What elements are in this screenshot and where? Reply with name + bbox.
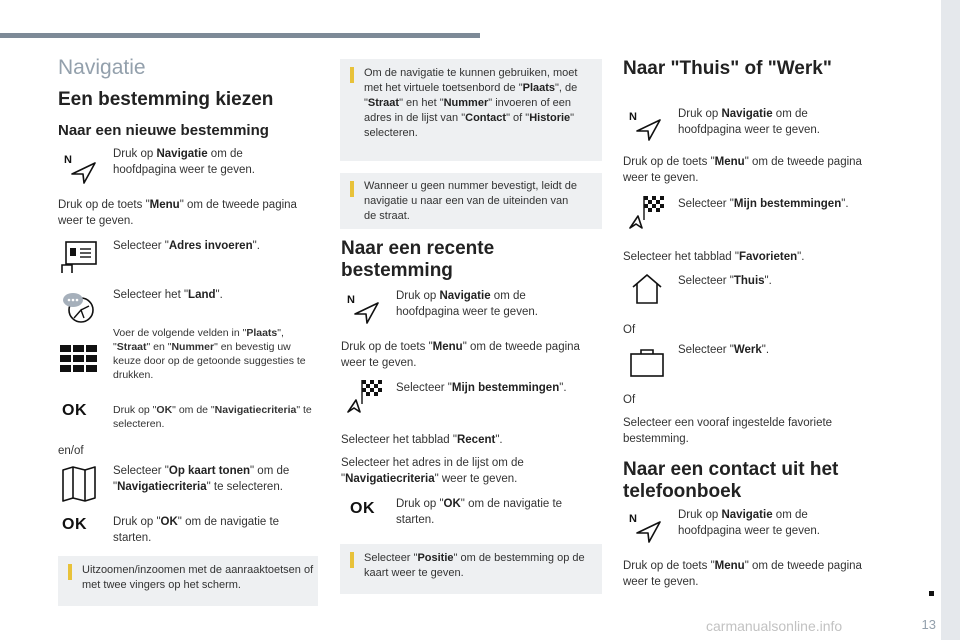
- of-label: Of: [623, 394, 636, 406]
- heading-thuis-werk: Naar "Thuis" of "Werk": [623, 58, 832, 79]
- step-op-kaart-tonen: Selecteer "Op kaart tonen" om de "Navigatiecriteria" te selecteren.: [113, 465, 290, 493]
- ok-icon: OK: [62, 402, 87, 419]
- step-druk-navigatie: Druk op Navigatie om de hoofdpagina weer te geven.: [678, 509, 820, 537]
- work-briefcase-icon: [627, 346, 667, 380]
- step-tabblad-recent: Selecteer het tabblad "Recent".: [341, 434, 503, 446]
- note-marker: [350, 552, 354, 568]
- note-zoom: [58, 556, 318, 606]
- of-label: Of: [623, 324, 636, 336]
- svg-text:N: N: [629, 513, 637, 525]
- note-marker: [68, 564, 72, 580]
- heading-contact-telefoonboek: Naar een contact uit het telefoonboek: [623, 459, 839, 502]
- step-thuis: Selecteer "Thuis".: [678, 275, 772, 287]
- country-globe-icon: [58, 287, 100, 327]
- note-geen-nummer: [340, 173, 602, 229]
- navigation-arrow-icon: [625, 507, 665, 547]
- step-druk-menu: Druk op de toets "Menu" om de tweede pagina weer te geven.: [623, 156, 862, 184]
- home-icon: [627, 272, 667, 306]
- note-virtual-keyboard-text: Om de navigatie te kunnen gebruiken, moet met het virtuele toetsenbord de "Plaats", de "Straat" en het "Nummer" invoeren of een adres in de lijst van "Contact" of "Historie" selecteren.: [364, 67, 578, 139]
- my-destinations-flag-icon: [343, 378, 385, 418]
- navigation-arrow-icon: [343, 288, 383, 328]
- heading-recente-bestemming: Naar een recente bestemming: [341, 238, 495, 281]
- note-virtual-keyboard: [340, 59, 602, 161]
- en-of-label: en/of: [58, 445, 84, 457]
- step-favoriete-bestemming: Selecteer een vooraf ingestelde favoriete bestemming.: [623, 417, 833, 445]
- section-title: Navigatie: [58, 56, 146, 79]
- my-destinations-flag-icon: [625, 194, 667, 234]
- step-mijn-bestemmingen: Selecteer "Mijn bestemmingen".: [396, 382, 567, 394]
- step-velden-invoeren: Voer de volgende velden in "Plaats", "Straat" en "Nummer" en bevestig uw keuze door op de getoonde suggesties te drukken.: [113, 327, 306, 381]
- keyboard-grid-icon: [58, 343, 100, 375]
- step-ok-starten: Druk op "OK" om de navigatie te starten.: [113, 516, 280, 544]
- step-mijn-bestemmingen: Selecteer "Mijn bestemmingen".: [678, 198, 849, 210]
- address-input-icon: [58, 238, 100, 278]
- svg-text:N: N: [64, 154, 72, 166]
- navigation-arrow-icon: [60, 148, 100, 188]
- note-marker: [350, 67, 354, 83]
- navigation-arrow-icon: [625, 105, 665, 145]
- heading-nieuwe-bestemming: Naar een nieuwe bestemming: [58, 122, 269, 139]
- ok-icon: OK: [62, 516, 87, 533]
- svg-text:N: N: [347, 294, 355, 306]
- note-geen-nummer-text: Wanneer u geen nummer bevestigt, leidt de navigatie u naar een van de uiteinden van de straat.: [364, 180, 577, 222]
- step-adres-lijst: Selecteer het adres in de lijst om de "Navigatiecriteria" weer te geven.: [341, 457, 524, 485]
- step-druk-navigatie: Druk op Navigatie om de hoofdpagina weer te geven.: [678, 108, 820, 136]
- svg-text:N: N: [629, 111, 637, 123]
- heading-een-bestemming-kiezen: Een bestemming kiezen: [58, 89, 274, 110]
- step-druk-menu: Druk op de toets "Menu" om de tweede pagina weer te geven.: [341, 341, 580, 369]
- note-zoom-text: Uitzoomen/inzoomen met de aanraaktoetsen of met twee vingers op het scherm.: [82, 564, 314, 591]
- step-land: Selecteer het "Land".: [113, 289, 223, 301]
- step-druk-menu: Druk op de toets "Menu" om de tweede pagina weer te geven.: [58, 199, 297, 227]
- ok-icon: OK: [350, 500, 375, 517]
- page-number: 13: [921, 617, 936, 632]
- step-adres-invoeren: Selecteer "Adres invoeren".: [113, 240, 260, 252]
- step-ok-starten: Druk op "OK" om de navigatie te starten.: [396, 498, 563, 526]
- continue-marker: [929, 591, 934, 596]
- step-druk-navigatie: Druk op Navigatie om de hoofdpagina weer te geven.: [113, 148, 255, 176]
- note-positie-text: Selecteer "Positie" om de bestemming op de kaart weer te geven.: [364, 552, 585, 579]
- map-icon: [58, 464, 100, 504]
- step-werk: Selecteer "Werk".: [678, 344, 770, 356]
- step-ok-navigatiecriteria: Druk op "OK" om de "Navigatiecriteria" te selecteren.: [113, 404, 312, 430]
- step-tabblad-favorieten: Selecteer het tabblad "Favorieten".: [623, 251, 805, 263]
- step-druk-menu: Druk op de toets "Menu" om de tweede pagina weer te geven.: [623, 560, 862, 588]
- step-druk-navigatie: Druk op Navigatie om de hoofdpagina weer te geven.: [396, 290, 538, 318]
- top-rule: [0, 33, 480, 38]
- note-marker: [350, 181, 354, 197]
- side-strip: [941, 0, 960, 640]
- note-positie: [340, 544, 602, 594]
- watermark: carmanualsonline.info: [706, 618, 843, 634]
